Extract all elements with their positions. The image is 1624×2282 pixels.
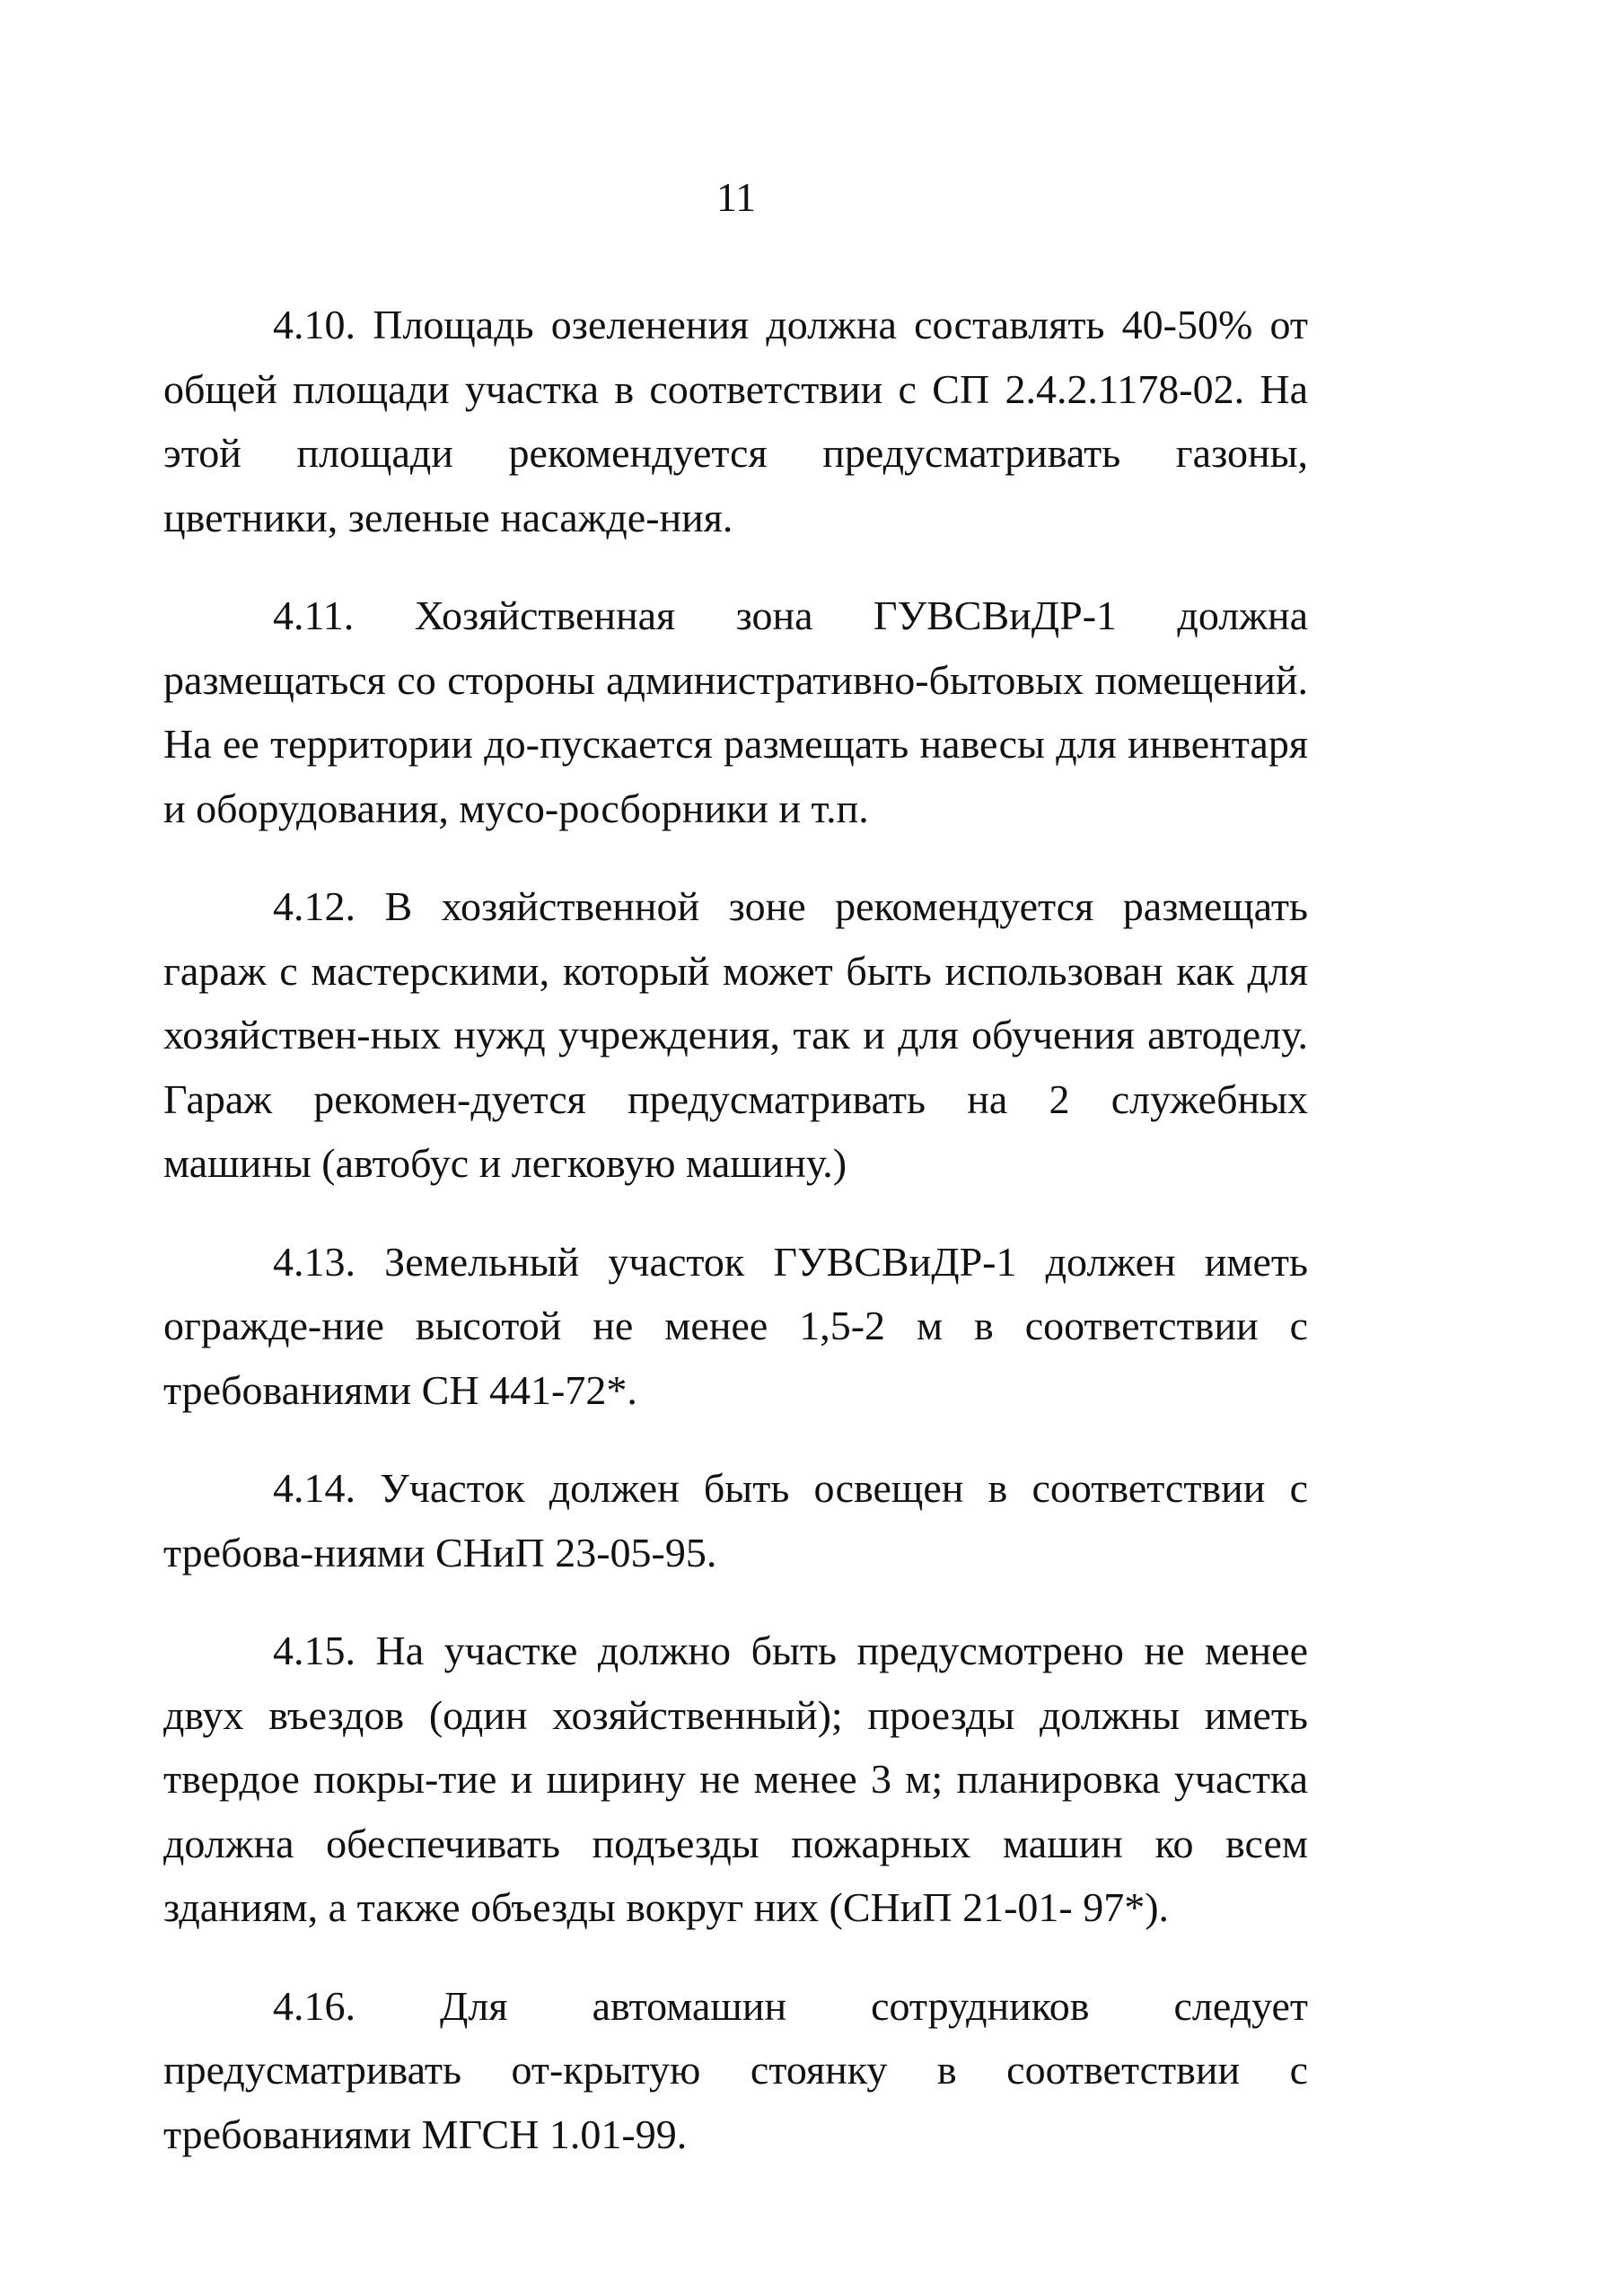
paragraph-4-15: 4.15. На участке должно быть предусмотрено не менее двух въездов (один хозяйственный); проезды должны иметь твердое покры-тие и ширину не менее 3 м; планировка участка должна обеспечивать подъезды пожарных машин ко всем зданиям, а также объезды вокруг них (СНиП 21-01- 97*). <box>163 1628 1308 1930</box>
paragraph-4-11: 4.11. Хозяйственная зона ГУВСВиДР-1 должна размещаться со стороны административно-бытовых помещений. На ее территории до-пускается размещать навесы для инвентаря и оборудования, мусо-росборники и т.п. <box>163 592 1308 831</box>
paragraph-4-10: 4.10. Площадь озеленения должна составлять 40-50% от общей площади участка в соответствии с СП 2.4.2.1178-02. На этой площади рекомендуется предусматривать газоны, цветники, зеленые насажде-ния. <box>163 302 1308 540</box>
paragraph-4-12: 4.12. В хозяйственной зоне рекомендуется размещать гараж с мастерскими, который может быть использован как для хозяйствен-ных нужд учреждения, так и для обучения автоделу. Гараж рекомен-дуется предусматривать на 2 служебных машины (автобус и легковую машину.) <box>163 883 1308 1186</box>
paragraph-4-13: 4.13. Земельный участок ГУВСВиДР-1 должен иметь огражде-ние высотой не менее 1,5-2 м в соответствии с требованиями СН 441-72*. <box>163 1238 1308 1413</box>
document-body <box>163 293 1308 2200</box>
paragraph-4-16: 4.16. Для автомашин сотрудников следует предусматривать от-крытую стоянку в соответствии с требованиями МГСН 1.01-99. <box>163 1982 1308 2157</box>
paragraph-4-14: 4.14. Участок должен быть освещен в соответствии с требова-ниями СНиП 23-05-95. <box>163 1465 1308 1575</box>
page-number: 11 <box>715 174 757 220</box>
